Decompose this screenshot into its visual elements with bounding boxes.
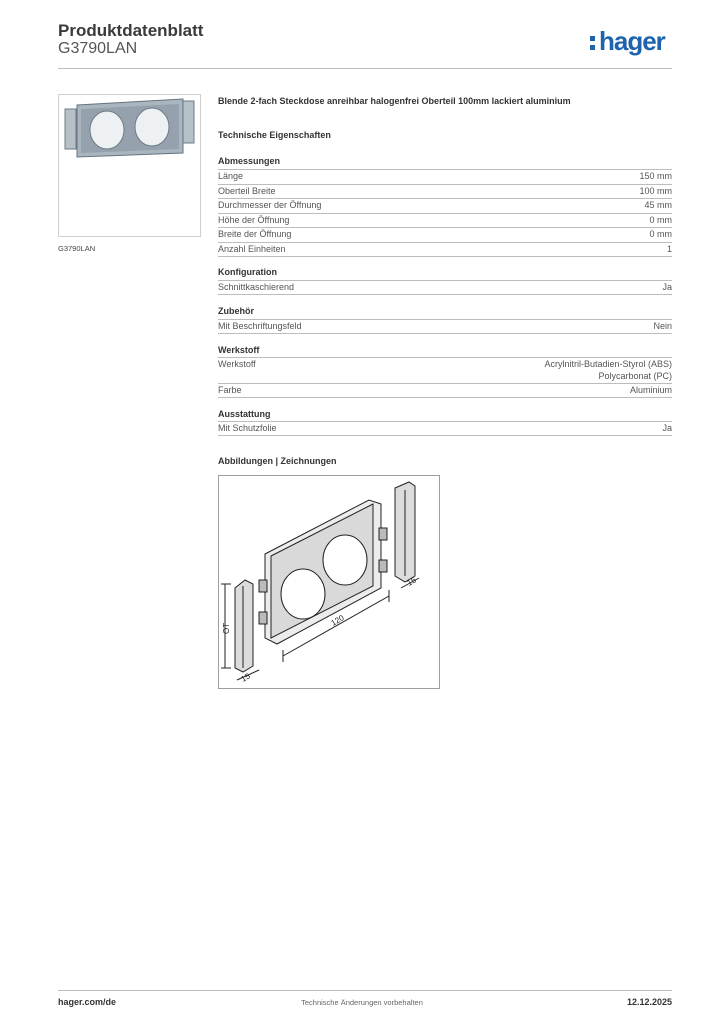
section-werkstoff-title: Werkstoff — [218, 345, 260, 355]
row-label: Schnittkaschierend — [218, 282, 295, 292]
section-zubehoer-title: Zubehör — [218, 306, 254, 316]
table-row — [218, 280, 672, 295]
row-value: 45 mm — [644, 200, 672, 210]
row-value-line: Acrylnitril-Butadien-Styrol (ABS) — [544, 359, 672, 369]
dim-length-label: 120 — [329, 613, 346, 628]
technical-drawing — [218, 475, 440, 689]
row-value: 0 mm — [649, 229, 672, 239]
row-value: Ja — [662, 282, 672, 292]
section-konfiguration-title: Konfiguration — [218, 267, 277, 277]
footer-website-link[interactable]: hager.com/de — [58, 997, 117, 1007]
table-row — [218, 357, 672, 383]
row-value: Ja — [662, 423, 672, 433]
tech-properties-heading: Technische Eigenschaften — [218, 130, 331, 140]
row-value — [544, 359, 672, 382]
row-value: 150 mm — [639, 171, 672, 181]
page-title: Produktdatenblatt — [58, 21, 204, 40]
row-value-line: Polycarbonat (PC) — [598, 370, 672, 381]
section-ausstattung-title: Ausstattung — [218, 409, 271, 419]
table-row — [218, 184, 672, 199]
row-label: Breite der Öffnung — [218, 229, 292, 239]
footer-date: 12.12.2025 — [626, 997, 672, 1007]
row-label: Farbe — [218, 385, 242, 395]
row-label: Werkstoff — [218, 359, 256, 369]
logo-dot-icon — [590, 36, 595, 41]
row-value: Nein — [653, 321, 672, 331]
row-label: Höhe der Öffnung — [218, 214, 290, 225]
footer-notice: Technische Änderungen vorbehalten — [301, 998, 423, 1007]
table-row — [218, 319, 672, 334]
table-row — [218, 213, 672, 228]
section-abmessungen-title: Abmessungen — [218, 156, 281, 166]
table-row — [218, 198, 672, 213]
table-row — [218, 227, 672, 242]
row-label: Länge — [218, 171, 244, 181]
logo-dot-icon — [590, 45, 595, 50]
row-label: Oberteil Breite — [218, 185, 276, 196]
product-thumbnail — [58, 94, 201, 237]
row-label: Durchmesser der Öffnung — [218, 200, 322, 210]
row-label: Mit Beschriftungsfeld — [218, 321, 302, 331]
thumbnail-caption: G3790LAN — [58, 244, 96, 253]
table-row — [218, 169, 672, 184]
row-label: Mit Schutzfolie — [218, 423, 277, 433]
table-row — [218, 383, 672, 398]
row-label: Anzahl Einheiten — [218, 243, 286, 254]
row-value: 0 mm — [649, 214, 672, 225]
header-divider — [58, 68, 672, 69]
row-value: 100 mm — [639, 185, 672, 196]
logo-text: hager — [599, 26, 665, 56]
row-value: Aluminium — [629, 385, 672, 395]
row-value: 1 — [666, 243, 672, 254]
table-row — [218, 242, 672, 257]
product-code: G3790LAN — [58, 40, 138, 57]
dim-left-label: 15 — [239, 671, 252, 684]
dim-height-label: OT — [222, 622, 231, 634]
footer-divider — [58, 990, 672, 991]
drawings-heading: Abbildungen | Zeichnungen — [218, 456, 337, 466]
dim-right-label: 15 — [405, 575, 418, 588]
product-image — [59, 95, 200, 236]
technical-drawing-svg — [219, 476, 439, 688]
table-row — [218, 421, 672, 436]
product-name: Blende 2-fach Steckdose anreihbar halogenfrei Oberteil 100mm lackiert aluminium — [218, 96, 571, 106]
